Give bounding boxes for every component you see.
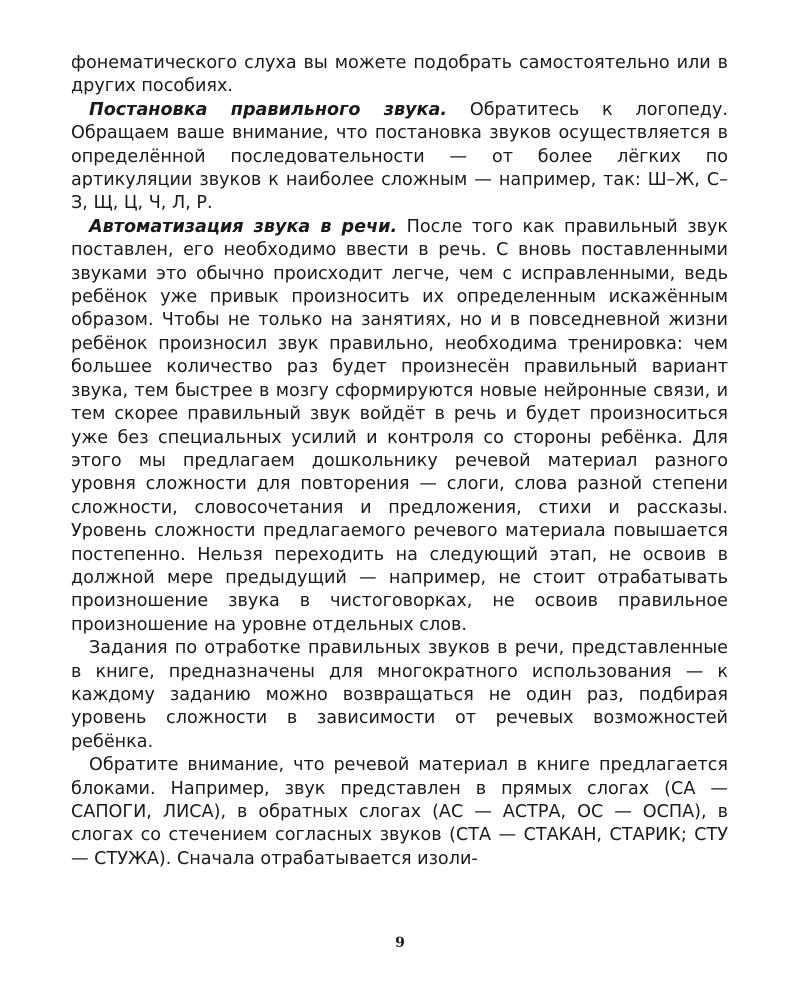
paragraph-sound-setting (71, 99, 728, 216)
paragraph-sound-automation (71, 216, 728, 637)
paragraph-tasks (71, 637, 728, 754)
paragraph-text: Обратите внимание, что речевой материал в книге предлагается блоками. Например, звук представлен в прямых слогах (СА — САПОГИ, ЛИСА), в обратных слогах (АС — АСТРА, ОС — ОСПА), в слогах со стечением согласных звуков (СТА — СТАКАН, СТАРИК; СТУ — СТУЖА). Сначала отрабатывается изоли- (71, 755, 728, 869)
paragraph-heading: Постановка правильного звука. (89, 99, 448, 120)
paragraph-heading: Автоматизация звука в речи. (89, 216, 398, 237)
page-number: 9 (395, 935, 405, 951)
paragraph-continuation (71, 52, 728, 99)
paragraph-blocks (71, 754, 728, 871)
paragraph-text: После того как правильный звук поставлен, его необходимо ввести в речь. С вновь поставленными звуками это обычно происходит легче, чем с исправленными, ведь ребёнок уже привык произносить их определенным искажённым образом. Чтобы не только на занятиях, но и в повседневной жизни ребёнок произносил звук правильно, необходима тренировка: чем большее количество раз будет произнесён правильный вариант звука, тем быстрее в мозгу сформируются новые нейронные связи, и тем скорее правильный звук войдёт в речь и будет произноситься уже без специальных усилий и контроля со стороны ребёнка. Для этого мы предлагаем дошкольнику речевой материал разного уровня сложности для повторения — слоги, слова разной степени сложности, словосочетания и предложения, стихи и рассказы. Уровень сложности предлагаемого речевого материала повышается постепенно. Нельзя переходить на следующий этап, не освоив в должной мере предыдущий — например, не стоит отрабатывать произношение звука в чистоговорках, не освоив правильное произношение на уровне отдельных слов. (71, 216, 729, 635)
paragraph-text: Задания по отработке правильных звуков в речи, представленные в книге, предназначены для многократного использования — к каждому заданию можно возвращаться не один раз, подбирая уровень сложности в зависимости от речевых возможностей ребёнка. (71, 638, 728, 752)
paragraph-text: Обратитесь к логопеду. Обращаем ваше внимание, что постановка звуков осуществляется в определённой последовательности — от более лёгких по артикуляции звуков к наиболее сложным — например, так: Ш–Ж, С–З, Щ, Ц, Ч, Л, Р. (71, 99, 728, 214)
page-body (71, 52, 728, 871)
paragraph-text: фонематического слуха вы можете подобрать самостоятельно или в других пособиях. (71, 53, 728, 97)
